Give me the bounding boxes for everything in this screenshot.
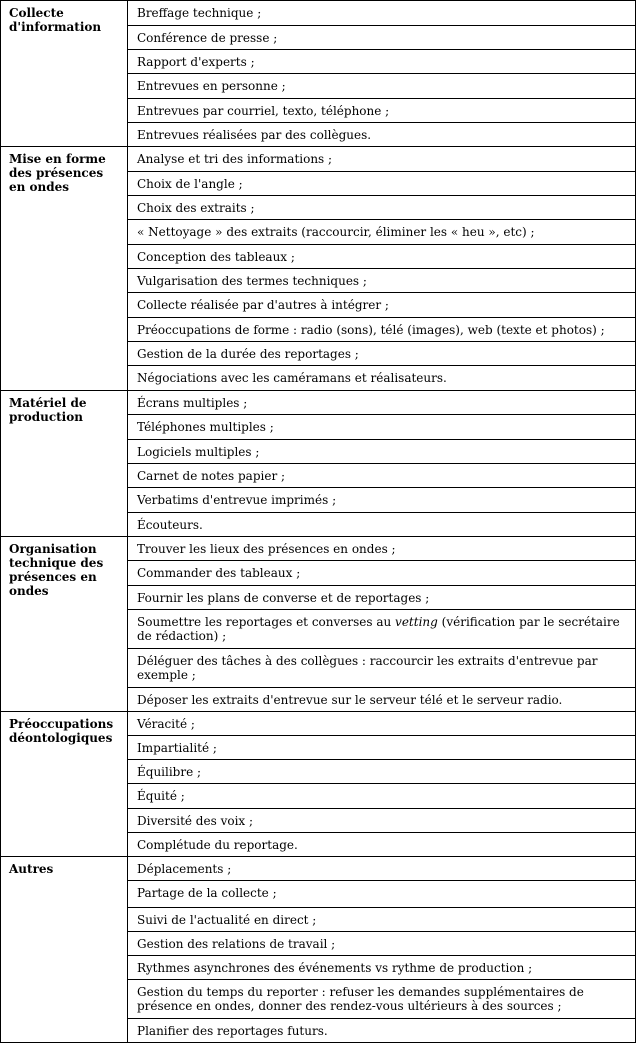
item-text-italic: vetting (395, 615, 438, 629)
item-cell (128, 610, 636, 649)
item-cell: Négociations avec les caméramans et réalisateurs. (128, 366, 636, 391)
item-cell: Déléguer des tâches à des collègues : raccourcir les extraits d'entrevue par exemple ; (128, 649, 636, 688)
item-cell: Complétude du reportage. (128, 833, 636, 857)
item-cell: Gestion du temps du reporter : refuser les demandes supplémentaires de présence en ondes, donner des rendez-vous ultérieurs à des sources ; (128, 980, 636, 1019)
tasks-table-body (1, 1, 636, 1043)
item-cell: Équité ; (128, 784, 636, 809)
item-cell: Gestion des relations de travail ; (128, 932, 636, 956)
item-cell: Commander des tableaux ; (128, 561, 636, 586)
item-cell: Impartialité ; (128, 736, 636, 760)
item-cell: Écrans multiples ; (128, 391, 636, 415)
item-cell: Rapport d'experts ; (128, 50, 636, 74)
table-row (1, 147, 636, 172)
item-cell: Téléphones multiples ; (128, 415, 636, 440)
item-cell: Déplacements ; (128, 857, 636, 881)
item-cell: Déposer les extraits d'entrevue sur le serveur télé et le serveur radio. (128, 688, 636, 712)
item-cell: Trouver les lieux des présences en ondes ; (128, 537, 636, 561)
table-row (1, 712, 636, 736)
category-cell: Préoccupations déontologiques (1, 712, 128, 857)
item-cell: Partage de la collecte ; (128, 881, 636, 908)
item-cell: Préoccupations de forme : radio (sons), télé (images), web (texte et photos) ; (128, 318, 636, 342)
item-text-after: (vérification par le secrétaire de rédaction) ; (137, 615, 620, 643)
category-cell: Autres (1, 857, 128, 1043)
item-cell: Écouteurs. (128, 513, 636, 537)
item-cell: Logiciels multiples ; (128, 440, 636, 464)
item-cell: Choix des extraits ; (128, 196, 636, 220)
item-cell: Analyse et tri des informations ; (128, 147, 636, 172)
item-cell: Vulgarisation des termes techniques ; (128, 269, 636, 293)
item-cell: Gestion de la durée des reportages ; (128, 342, 636, 366)
table-row (1, 537, 636, 561)
item-cell: Véracité ; (128, 712, 636, 736)
item-cell: Verbatims d'entrevue imprimés ; (128, 488, 636, 513)
table-row (1, 391, 636, 415)
item-cell: « Nettoyage » des extraits (raccourcir, éliminer les « heu », etc) ; (128, 220, 636, 245)
item-cell: Entrevues réalisées par des collègues. (128, 123, 636, 147)
item-cell: Rythmes asynchrones des événements vs rythme de production ; (128, 956, 636, 980)
category-cell: Mise en forme des présences en ondes (1, 147, 128, 391)
item-cell: Planifier des reportages futurs. (128, 1019, 636, 1043)
category-cell: Organisation technique des présences en ondes (1, 537, 128, 712)
table-row (1, 857, 636, 881)
item-cell: Suivi de l'actualité en direct ; (128, 908, 636, 932)
table-row (1, 1, 636, 26)
category-cell: Matériel de production (1, 391, 128, 537)
item-cell: Collecte réalisée par d'autres à intégrer ; (128, 293, 636, 318)
item-cell: Entrevues en personne ; (128, 74, 636, 99)
item-cell: Entrevues par courriel, texto, téléphone ; (128, 99, 636, 123)
item-cell: Diversité des voix ; (128, 809, 636, 833)
item-cell: Conception des tableaux ; (128, 245, 636, 269)
item-cell: Carnet de notes papier ; (128, 464, 636, 488)
item-cell: Fournir les plans de converse et de reportages ; (128, 586, 636, 610)
item-cell: Équilibre ; (128, 760, 636, 784)
item-cell: Conférence de presse ; (128, 26, 636, 50)
item-text-before: Soumettre les reportages et converses au (137, 615, 396, 629)
item-cell: Choix de l'angle ; (128, 172, 636, 196)
item-cell: Breffage technique ; (128, 1, 636, 26)
category-cell: Collecte d'information (1, 1, 128, 147)
